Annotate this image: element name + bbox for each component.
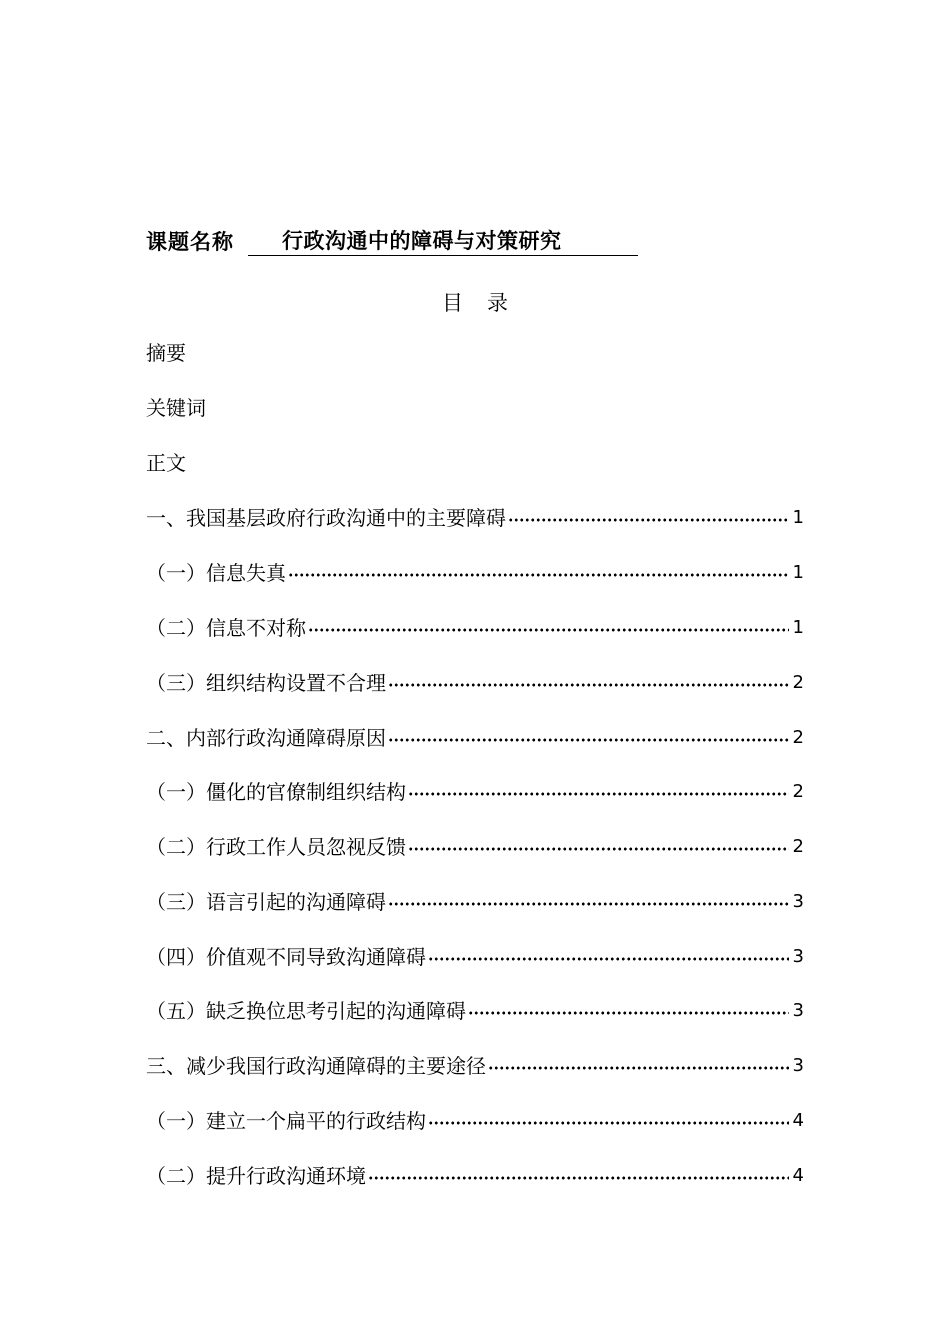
toc-entry-page: 2 xyxy=(792,781,804,802)
toc-entry-page: 2 xyxy=(792,836,804,857)
toc-entry-title: （三）语言引起的沟通障碍 xyxy=(146,890,386,914)
toc-entry-title: 二、内部行政沟通障碍原因 xyxy=(146,726,386,750)
toc-entry-page: 3 xyxy=(792,946,804,967)
dot-leader xyxy=(428,1121,789,1125)
toc-entry[interactable] xyxy=(146,833,804,861)
toc-entry[interactable] xyxy=(146,724,804,752)
toc-entry[interactable] xyxy=(146,559,804,587)
toc-entry[interactable] xyxy=(146,778,804,806)
toc-entry-title: （一）信息失真 xyxy=(146,561,286,585)
toc-entry-page: 2 xyxy=(792,727,804,748)
toc-entry-title: （一）建立一个扁平的行政结构 xyxy=(146,1109,426,1133)
subject-line xyxy=(146,226,638,256)
toc-entry[interactable] xyxy=(146,504,804,532)
toc-entry-title: （二）信息不对称 xyxy=(146,616,306,640)
dot-leader xyxy=(288,573,789,577)
toc-entry[interactable] xyxy=(146,1162,804,1190)
toc-item-body[interactable]: 正文 xyxy=(146,451,186,475)
toc-entry-page: 4 xyxy=(792,1110,804,1131)
toc-entry-title: （五）缺乏换位思考引起的沟通障碍 xyxy=(146,999,466,1023)
toc-entry-title: （三）组织结构设置不合理 xyxy=(146,671,386,695)
dot-leader xyxy=(388,683,789,687)
toc-entry[interactable] xyxy=(146,669,804,697)
toc-entry-title: 一、我国基层政府行政沟通中的主要障碍 xyxy=(146,506,506,530)
subject-label: 课题名称 xyxy=(146,229,234,254)
toc-entry[interactable] xyxy=(146,614,804,642)
toc-entry[interactable] xyxy=(146,943,804,971)
dot-leader xyxy=(408,847,789,851)
toc-entry-title: 三、减少我国行政沟通障碍的主要途径 xyxy=(146,1054,486,1078)
dot-leader xyxy=(468,1011,789,1015)
dot-leader xyxy=(488,1066,789,1070)
toc-entry-page: 1 xyxy=(792,507,804,528)
toc-entry-page: 2 xyxy=(792,672,804,693)
toc-heading-char: 录 xyxy=(487,291,508,315)
toc-entry-title: （一）僵化的官僚制组织结构 xyxy=(146,780,406,804)
dot-leader xyxy=(508,518,789,522)
toc-heading xyxy=(0,288,950,318)
toc-item-keywords[interactable]: 关键词 xyxy=(146,396,206,420)
toc-entry-title: （四）价值观不同导致沟通障碍 xyxy=(146,945,426,969)
toc-heading-char: 目 xyxy=(442,291,463,315)
toc-entry-page: 3 xyxy=(792,891,804,912)
dot-leader xyxy=(428,957,789,961)
toc-entry[interactable] xyxy=(146,1107,804,1135)
toc-entry-page: 4 xyxy=(792,1165,804,1186)
toc-entry-page: 1 xyxy=(792,617,804,638)
dot-leader xyxy=(388,738,789,742)
toc-entry-title: （二）行政工作人员忽视反馈 xyxy=(146,835,406,859)
toc-entry[interactable] xyxy=(146,888,804,916)
toc-entry-page: 3 xyxy=(792,1000,804,1021)
subject-title: 行政沟通中的障碍与对策研究 xyxy=(248,227,638,256)
dot-leader xyxy=(408,792,789,796)
toc-entry-page: 3 xyxy=(792,1055,804,1076)
toc-entry[interactable] xyxy=(146,997,804,1025)
toc-entry-page: 1 xyxy=(792,562,804,583)
dot-leader xyxy=(388,902,789,906)
dot-leader xyxy=(368,1176,789,1180)
toc-item-abstract[interactable]: 摘要 xyxy=(146,341,186,365)
dot-leader xyxy=(308,628,789,632)
toc-entry-title: （二）提升行政沟通环境 xyxy=(146,1164,366,1188)
toc-entry[interactable] xyxy=(146,1052,804,1080)
